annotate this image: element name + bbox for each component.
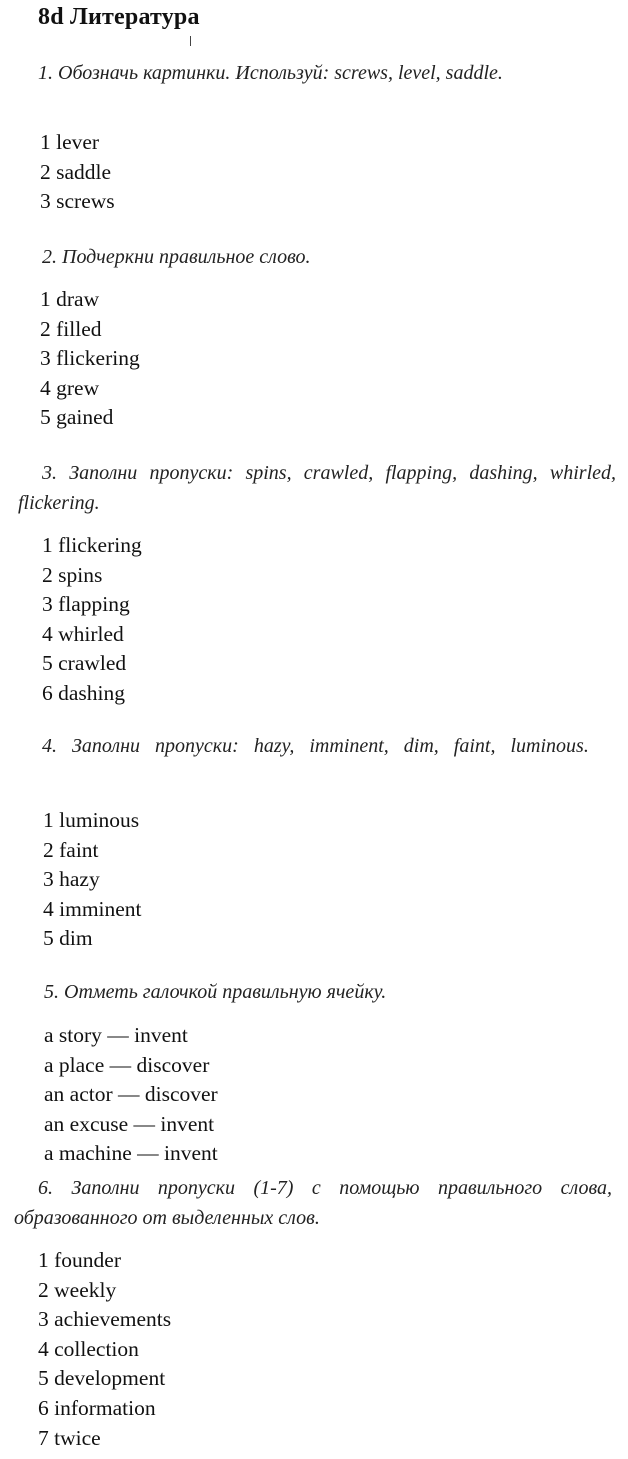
answer-item: 1 draw bbox=[40, 287, 100, 311]
answer-item: 6 information bbox=[38, 1395, 156, 1420]
answer-item: 2 saddle bbox=[40, 159, 112, 184]
answer-item: 5 development bbox=[38, 1366, 166, 1391]
answer-item: 4 whirled bbox=[42, 621, 124, 646]
answer-item: 1 lever bbox=[40, 130, 100, 154]
section-3-instruction: 3. Заполни пропуски: spins, crawled, flapping, dashing, whirled, flickering. bbox=[18, 462, 616, 514]
section-6-instruction: 6. Заполни пропуски (1-7) с помощью правильного слова, образованного от выделенных слов. bbox=[14, 1177, 612, 1229]
answer-item: an actor — discover bbox=[44, 1082, 218, 1107]
section-2-instruction: 2. Подчеркни правильное слово. bbox=[42, 246, 311, 268]
answer-item: 3 flapping bbox=[42, 592, 130, 617]
section-5-instruction: 5. Отметь галочкой правильную ячейку. bbox=[44, 981, 387, 1003]
answer-item: 4 collection bbox=[38, 1336, 139, 1361]
answer-item: 4 imminent bbox=[43, 896, 142, 921]
answer-item: 3 flickering bbox=[40, 346, 140, 371]
answer-item: an excuse — invent bbox=[44, 1111, 215, 1136]
answer-item: 1 luminous bbox=[43, 808, 140, 832]
answer-item: 6 dashing bbox=[42, 680, 126, 705]
answer-item: 3 achievements bbox=[38, 1307, 172, 1332]
section-4-instruction: 4. Заполни пропуски: hazy, imminent, dim, faint, luminous. bbox=[42, 735, 589, 757]
answer-item: a place — discover bbox=[44, 1052, 210, 1077]
section-1-answers bbox=[40, 128, 115, 217]
section-1-instruction: 1. Обозначь картинки. Используй: screws, level, saddle. bbox=[38, 62, 503, 84]
answer-item: 2 filled bbox=[40, 316, 102, 341]
section-2-answers bbox=[40, 285, 140, 433]
answer-item: a machine — invent bbox=[44, 1141, 218, 1166]
answer-item: 2 spins bbox=[42, 562, 103, 587]
answer-item: 1 founder bbox=[38, 1248, 121, 1272]
answer-item: 5 dim bbox=[43, 926, 93, 951]
answer-item: 3 screws bbox=[40, 189, 115, 214]
scan-artifact bbox=[190, 36, 191, 46]
section-6-answers bbox=[38, 1246, 171, 1453]
answer-item: 5 crawled bbox=[42, 651, 127, 676]
answer-item: a story — invent bbox=[44, 1023, 188, 1047]
answer-item: 1 flickering bbox=[42, 533, 142, 557]
answer-item: 2 weekly bbox=[38, 1277, 117, 1302]
answer-item: 2 faint bbox=[43, 837, 99, 862]
section-5-answers bbox=[44, 1021, 218, 1169]
section-4-answers bbox=[43, 806, 142, 954]
section-3-answers bbox=[42, 531, 142, 709]
page-title: 8d Литература bbox=[38, 4, 200, 30]
answer-item: 4 grew bbox=[40, 375, 100, 400]
answer-item: 7 twice bbox=[38, 1425, 101, 1450]
answer-item: 3 hazy bbox=[43, 867, 100, 892]
answer-item: 5 gained bbox=[40, 405, 114, 430]
